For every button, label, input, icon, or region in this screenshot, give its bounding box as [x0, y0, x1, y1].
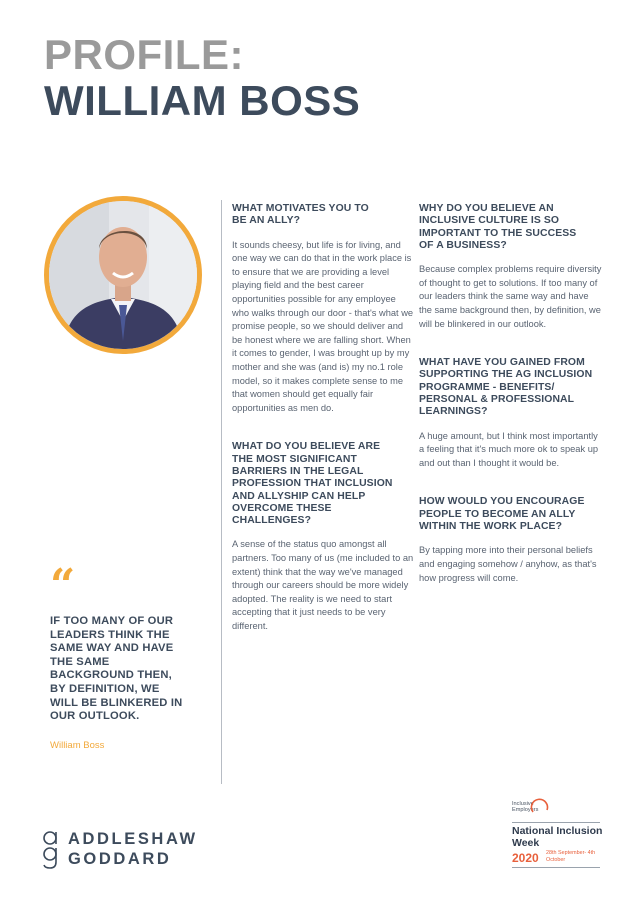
question-encourage: HOW WOULD YOU ENCOURAGE PEOPLE TO BECOME AN ALLY WITHIN THE WORK PLACE?: [419, 496, 585, 533]
badge-org: Inclusive Employers: [512, 801, 539, 814]
answer-barriers: A sense of the status quo amongst all partners. Too many of us (me included to an extent) think that the way we've managed through our careers should be more widely adopted. The reality is we need to start accepting that it just needs to be very different.: [232, 539, 414, 631]
profile-photo: [44, 196, 202, 354]
badge-title: National Inclusion Week: [512, 825, 603, 849]
national-inclusion-week-badge: [508, 796, 603, 868]
qa-column-left: [232, 203, 414, 634]
answer-motivation: It sounds cheesy, but life is for living, and one way we can do that in the work place is to ensure that we are providing a level playing field and the best career opportunities possible for any employee who walks through our door - that's what we promise people, so we should deliver and be honest where we are falling short. When it comes to gender, I was brought up by my mother and she was (and is) my no.1 role model, so it makes complete sense to me that women should get equally fair opportunities as men do.: [232, 239, 414, 413]
answer-encourage: By tapping more into their personal beliefs and engaging somehow / anyhow, as that's how progress will come.: [419, 545, 597, 583]
addleshaw-goddard-logo: [42, 828, 222, 870]
question-inclusive-culture: WHY DO YOU BELIEVE AN INCLUSIVE CULTURE IS SO IMPORTANT TO THE SUCCESS OF A BUSINESS?: [419, 203, 577, 251]
answer-inclusive-culture: Because complex problems require diversity of thought to get to solutions. If too many of our leaders think the same way and have the same background then, by definition, we will be blinkered in our outlook.: [419, 264, 602, 329]
question-motivation: WHAT MOTIVATES YOU TO BE AN ALLY?: [232, 203, 369, 227]
badge-dates: 28th September- 4th October: [546, 850, 596, 863]
logo-text-line2: GODDARD: [68, 850, 172, 868]
answer-gains: A huge amount, but I think most importantly a feeling that it's much more ok to speak up and out than I thought it would be.: [419, 430, 599, 468]
quote-mark-icon: “: [50, 560, 76, 611]
question-barriers: WHAT DO YOU BELIEVE ARE THE MOST SIGNIFICANT BARRIERS IN THE LEGAL PROFESSION THAT INCLUSION AND ALLYSHIP CAN HELP OVERCOME THESE CHALLENGES?: [232, 441, 393, 527]
badge-rule-bottom: [512, 867, 600, 868]
column-divider: [221, 200, 222, 784]
page-title-name: WILLIAM BOSS: [44, 77, 361, 124]
badge-rule-top: [512, 822, 600, 823]
inclusive-employers-arc-icon: [530, 796, 550, 816]
badge-year: 2020: [512, 851, 539, 865]
quote-attribution: William Boss: [50, 740, 105, 751]
logo-text-line1: ADDLESHAW: [68, 830, 198, 848]
question-gains: WHAT HAVE YOU GAINED FROM SUPPORTING THE AG INCLUSION PROGRAMME - BENEFITS/ PERSONAL & PROFESSIONAL LEARNINGS?: [419, 357, 593, 418]
page-title-prefix: PROFILE:: [44, 31, 244, 78]
pull-quote: IF TOO MANY OF OUR LEADERS THINK THE SAME WAY AND HAVE THE SAME BACKGROUND THEN, BY DEFINITION, WE WILL BE BLINKERED IN OUR OUTLOOK.: [50, 615, 183, 723]
qa-column-right: [419, 203, 603, 585]
ag-monogram-icon: [42, 828, 60, 870]
